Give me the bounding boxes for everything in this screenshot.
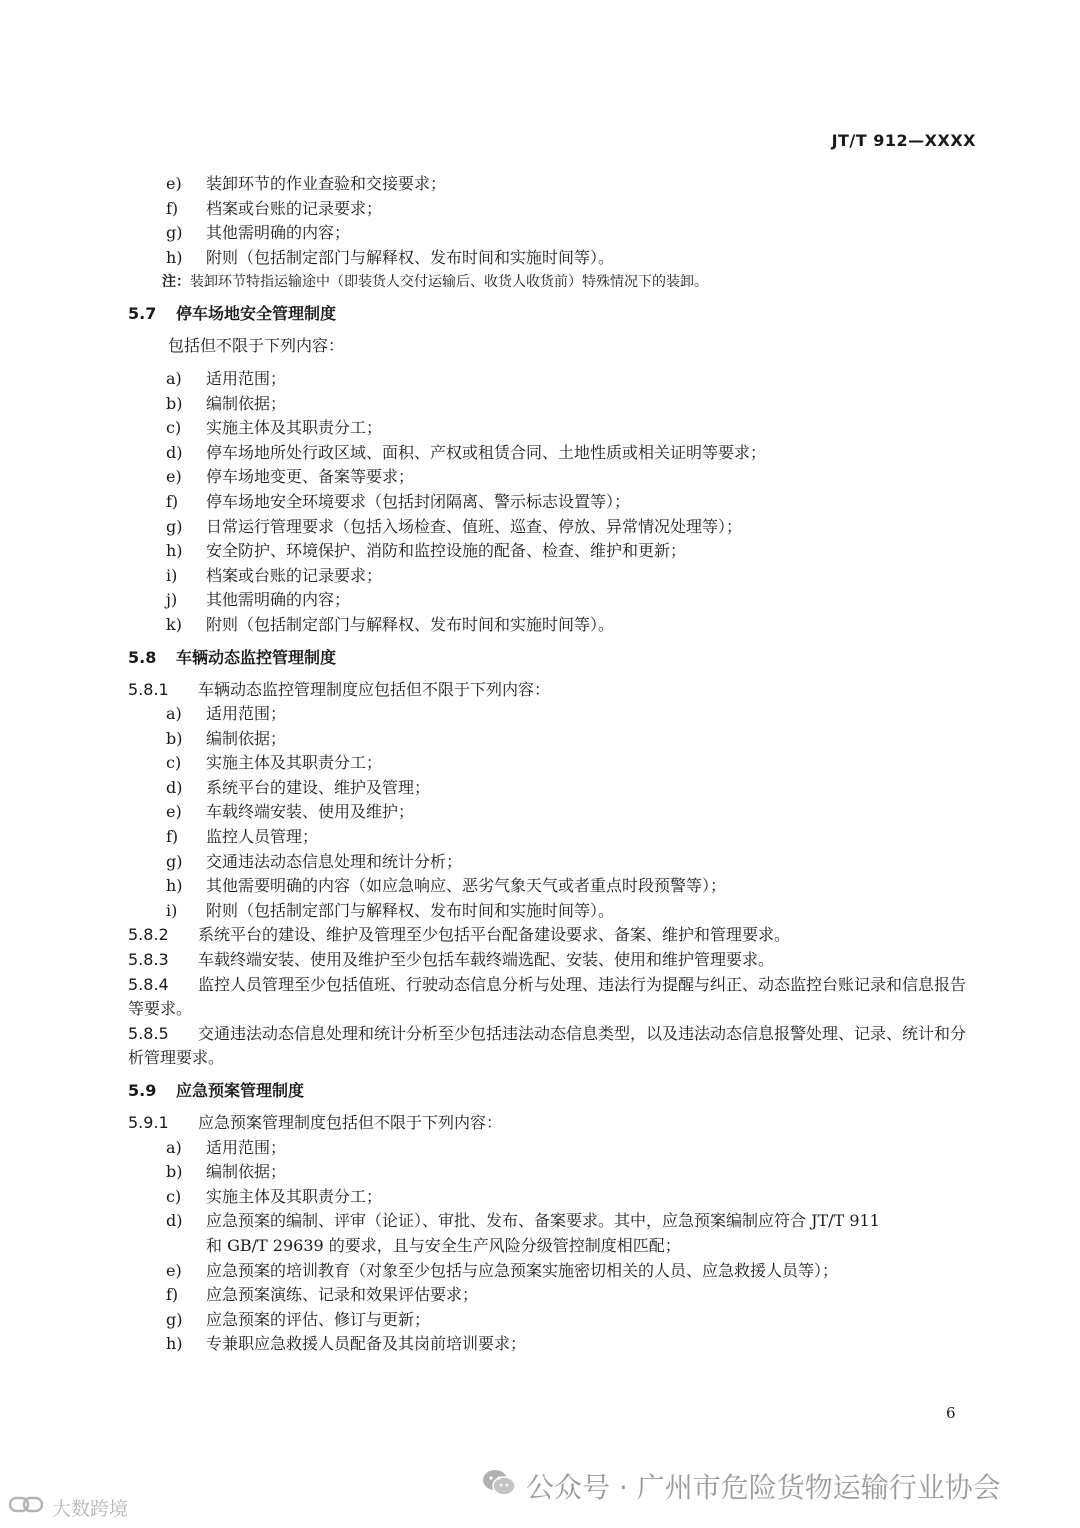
list-marker: f) bbox=[166, 1285, 179, 1305]
list-text: 实施主体及其职责分工； bbox=[206, 1186, 383, 1206]
list-marker: e) bbox=[166, 467, 182, 487]
section-heading-5-9 bbox=[128, 1079, 980, 1103]
clause-text: 车载终端安装、使用及维护至少包括车载终端选配、安装、使用和维护管理要求。 bbox=[198, 950, 775, 970]
list-item bbox=[128, 490, 980, 515]
list-item bbox=[128, 1136, 980, 1161]
clause-text: 车辆动态监控管理制度应包括但不限于下列内容： bbox=[198, 679, 551, 699]
list-marker: a) bbox=[166, 368, 182, 388]
list-marker: c) bbox=[166, 418, 182, 438]
list-item bbox=[128, 564, 980, 589]
list-item bbox=[128, 702, 980, 727]
list-marker: e) bbox=[166, 802, 182, 822]
list-text: 编制依据； bbox=[206, 1162, 287, 1182]
list-text: 车载终端安装、使用及维护； bbox=[206, 802, 415, 822]
clause-text: 交通违法动态信息处理和统计分析至少包括违法动态信息类型，以及违法动态信息报警处理、记录、统计和分析管理要求。 bbox=[128, 1023, 967, 1068]
list-text: 编制依据； bbox=[206, 728, 287, 748]
section-intro: 包括但不限于下列内容： bbox=[168, 336, 345, 356]
list-item bbox=[128, 465, 980, 490]
list-marker: h) bbox=[166, 1334, 183, 1354]
clause-text: 应急预案管理制度包括但不限于下列内容： bbox=[198, 1113, 503, 1132]
list-text: 其他需明确的内容； bbox=[206, 590, 351, 610]
section-number: 5.9 bbox=[128, 1081, 157, 1100]
list-marker: b) bbox=[166, 1162, 183, 1182]
clause-text: 系统平台的建设、维护及管理至少包括平台配备建设要求、备案、维护和管理要求。 bbox=[198, 925, 791, 945]
list-item bbox=[128, 246, 980, 271]
clause-text: 监控人员管理至少包括值班、行驶动态信息分析与处理、违法行为提醒与纠正、动态监控台账记录和信息报告等要求。 bbox=[128, 974, 967, 1019]
list-text: 其他需要明确的内容（如应急响应、恶劣气象天气或者重点时段预警等）； bbox=[206, 876, 727, 896]
list-marker: e) bbox=[166, 1260, 182, 1280]
list-text: 交通违法动态信息处理和统计分析； bbox=[206, 851, 463, 871]
list-item bbox=[128, 539, 980, 564]
corner-watermark-text: 大数跨境 bbox=[52, 1498, 129, 1520]
list-text: 附则（包括制定部门与解释权、发布时间和实施时间等）。 bbox=[206, 900, 615, 920]
watermark bbox=[482, 1466, 1001, 1506]
list-item bbox=[128, 1209, 980, 1234]
list-item bbox=[128, 1308, 980, 1333]
document-id-header: JT/T 912—XXXX bbox=[831, 131, 976, 150]
list-marker: d) bbox=[166, 1211, 183, 1231]
list-text: 附则（包括制定部门与解释权、发布时间和实施时间等）。 bbox=[206, 247, 615, 267]
clause-5-8-5 bbox=[128, 1022, 980, 1071]
list-text: 附则（包括制定部门与解释权、发布时间和实施时间等）。 bbox=[206, 614, 615, 634]
list-text: 适用范围； bbox=[206, 704, 287, 724]
list-marker: f) bbox=[166, 827, 179, 847]
list-text: 档案或台账的记录要求； bbox=[206, 198, 383, 218]
list-marker: c) bbox=[166, 753, 182, 773]
list-item bbox=[128, 1283, 980, 1308]
list-marker: j) bbox=[166, 590, 178, 610]
note-text: 装卸环节特指运输途中（即装货人交付运输后、收货人收货前）特殊情况下的装卸。 bbox=[190, 274, 708, 291]
list-item bbox=[128, 416, 980, 441]
list-item bbox=[128, 197, 980, 222]
list-marker: b) bbox=[166, 728, 183, 748]
list-item bbox=[128, 1332, 980, 1357]
list-text: 系统平台的建设、维护及管理； bbox=[206, 777, 431, 797]
list-marker: k) bbox=[166, 614, 182, 634]
list-item-continuation bbox=[128, 1234, 980, 1259]
list-text: 应急预案的评估、修订与更新； bbox=[206, 1309, 431, 1329]
list-item bbox=[128, 1259, 980, 1284]
list-item bbox=[128, 776, 980, 801]
list-marker: h) bbox=[166, 876, 183, 896]
clause-number: 5.8.5 bbox=[128, 1023, 169, 1043]
list-text: 实施主体及其职责分工； bbox=[206, 753, 383, 773]
list-item bbox=[128, 588, 980, 613]
list-text: 适用范围； bbox=[206, 368, 287, 388]
list-item bbox=[128, 800, 980, 825]
list-item bbox=[128, 727, 980, 752]
list-item bbox=[128, 874, 980, 899]
list-text: 停车场地变更、备案等要求； bbox=[206, 467, 415, 487]
list-item bbox=[128, 850, 980, 875]
clause-5-9-1 bbox=[128, 1111, 980, 1136]
list-item bbox=[128, 825, 980, 850]
section-number: 5.7 bbox=[128, 304, 157, 324]
list-item bbox=[128, 172, 980, 197]
list-item bbox=[128, 367, 980, 392]
section-heading-5-7 bbox=[128, 302, 980, 326]
clause-5-8-2 bbox=[128, 923, 980, 948]
note bbox=[128, 270, 980, 294]
list-text: 停车场地安全环境要求（包括封闭隔离、警示标志设置等）； bbox=[206, 491, 631, 511]
list-marker: d) bbox=[166, 442, 183, 462]
clause-5-8-4 bbox=[128, 973, 980, 1022]
note-label: 注： bbox=[162, 274, 190, 291]
list-item bbox=[128, 1160, 980, 1185]
watermark-text: 公众号 · 广州市危险货物运输行业协会 bbox=[526, 1471, 1001, 1504]
list-text: 适用范围； bbox=[206, 1137, 287, 1157]
list-item bbox=[128, 221, 980, 246]
list-item bbox=[128, 392, 980, 417]
clause-5-8-3 bbox=[128, 948, 980, 973]
corner-watermark bbox=[8, 1494, 128, 1521]
section-title: 车辆动态监控管理制度 bbox=[176, 647, 337, 667]
list-marker: a) bbox=[166, 704, 182, 724]
wechat-icon bbox=[482, 1468, 516, 1505]
list-text: 编制依据； bbox=[206, 393, 287, 413]
list-marker: i) bbox=[166, 565, 178, 585]
list-text: 安全防护、环境保护、消防和监控设施的配备、检查、维护和更新； bbox=[206, 541, 687, 561]
document-body bbox=[128, 172, 980, 1357]
list-item bbox=[128, 613, 980, 638]
list-item bbox=[128, 899, 980, 924]
list-marker: g) bbox=[166, 516, 183, 536]
list-item bbox=[128, 751, 980, 776]
clause-number: 5.8.2 bbox=[128, 925, 169, 945]
list-marker: g) bbox=[166, 223, 183, 243]
clause-number: 5.8.4 bbox=[128, 974, 169, 994]
list-text: 停车场地所处行政区域、面积、产权或租赁合同、土地性质或相关证明等要求； bbox=[206, 442, 767, 462]
list-marker: g) bbox=[166, 851, 183, 871]
list-marker: c) bbox=[166, 1186, 182, 1206]
page-number: 6 bbox=[946, 1404, 956, 1422]
list-marker: h) bbox=[166, 247, 183, 267]
list-item bbox=[128, 441, 980, 466]
clause-number: 5.9.1 bbox=[128, 1113, 169, 1132]
list-marker: b) bbox=[166, 393, 183, 413]
clause-5-8-1 bbox=[128, 678, 980, 703]
list-text: 装卸环节的作业查验和交接要求； bbox=[206, 174, 447, 193]
clause-number: 5.8.3 bbox=[128, 950, 169, 970]
section-number: 5.8 bbox=[128, 647, 157, 667]
section-title: 应急预案管理制度 bbox=[176, 1081, 305, 1100]
list-marker: f) bbox=[166, 198, 179, 218]
chain-link-icon bbox=[8, 1494, 46, 1521]
list-marker: i) bbox=[166, 900, 178, 920]
clause-number: 5.8.1 bbox=[128, 679, 169, 699]
list-text: 监控人员管理； bbox=[206, 827, 319, 847]
list-text: 应急预案的培训教育（对象至少包括与应急预案实施密切相关的人员、应急救援人员等）； bbox=[206, 1260, 839, 1280]
list-marker: d) bbox=[166, 777, 183, 797]
list-text: 应急预案演练、记录和效果评估要求； bbox=[206, 1285, 479, 1305]
list-text: 应急预案的编制、评审（论证）、审批、发布、备案要求。其中，应急预案编制应符合 JT/T 911 bbox=[206, 1211, 880, 1231]
list-text: 档案或台账的记录要求； bbox=[206, 565, 383, 585]
section-title: 停车场地安全管理制度 bbox=[176, 304, 337, 324]
section-heading-5-8 bbox=[128, 646, 980, 670]
list-marker: e) bbox=[166, 174, 182, 193]
list-marker: a) bbox=[166, 1137, 182, 1157]
list-text: 实施主体及其职责分工； bbox=[206, 418, 383, 438]
list-text-continued: 和 GB/T 29639 的要求，且与安全生产风险分级管控制度相匹配； bbox=[206, 1235, 681, 1255]
list-item bbox=[128, 1185, 980, 1210]
list-marker: g) bbox=[166, 1309, 183, 1329]
list-marker: h) bbox=[166, 541, 183, 561]
list-text: 日常运行管理要求（包括入场检查、值班、巡查、停放、异常情况处理等）； bbox=[206, 516, 743, 536]
list-text: 其他需明确的内容； bbox=[206, 223, 351, 243]
list-marker: f) bbox=[166, 491, 179, 511]
list-text: 专兼职应急救援人员配备及其岗前培训要求； bbox=[206, 1334, 527, 1354]
list-item bbox=[128, 515, 980, 540]
